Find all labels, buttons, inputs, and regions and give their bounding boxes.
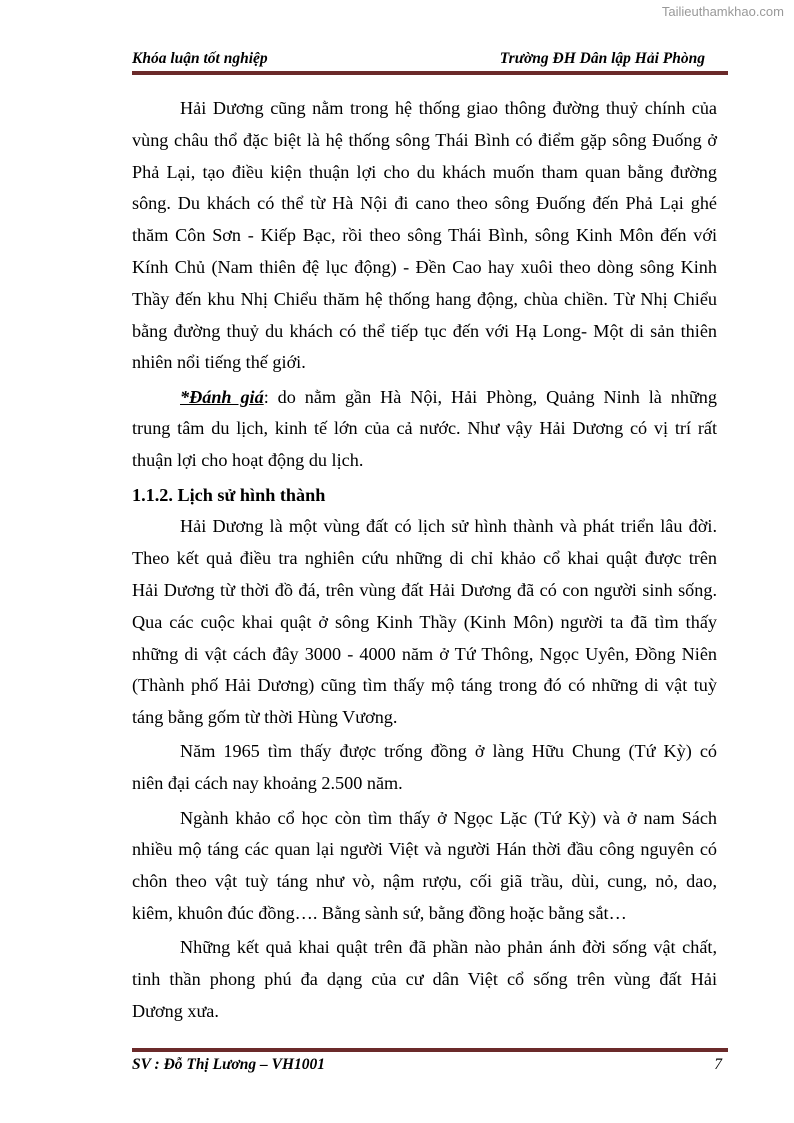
text-line: thuận lợi cho hoạt động du lịch. [132, 450, 364, 471]
page-number: 7 [714, 1056, 722, 1073]
text-line: (Thành phố Hải Dương) cũng tìm thấy mộ táng trong đó có những di vật tuỳ [132, 675, 717, 696]
page-footer [132, 1056, 722, 1074]
paragraph [132, 932, 717, 1027]
text-line: niên đại cách nay khoảng 2.500 năm. [132, 773, 403, 794]
text-line: Hải Dương từ thời đồ đá, trên vùng đất Hải Dương đã có con người sinh sống. [132, 579, 717, 600]
page-header [132, 50, 717, 68]
paragraph [132, 736, 717, 800]
text-line: chôn theo vật tuỳ táng như vò, nậm rượu, cối giã trầu, dùi, cung, nỏ, dao, [132, 871, 717, 892]
text-line: trung tâm du lịch, kinh tế lớn của cả nước. Như vậy Hải Dương có vị trí rất [132, 418, 717, 439]
text-line: kiêm, khuôn đúc đồng…. Bằng sành sứ, bằng đồng hoặc bằng sắt… [132, 902, 627, 923]
evaluation-label: *Đánh giá [180, 386, 264, 407]
paragraph-transport [132, 93, 717, 379]
paragraph-evaluation [132, 382, 717, 477]
text-line: Kính Chủ (Nam thiên đệ lục động) - Đền Cao hay xuôi theo dòng sông Kinh [132, 256, 717, 277]
header-rule [132, 71, 728, 75]
section-heading: 1.1.2. Lịch sử hình thành [132, 484, 326, 505]
header-left: Khóa luận tốt nghiệp [132, 50, 268, 67]
text-line: Qua các cuộc khai quật ở sông Kinh Thầy (Kinh Môn) người ta đã tìm thấy [132, 611, 717, 632]
text-line: thăm Côn Sơn - Kiếp Bạc, rồi theo sông Thái Bình, sông Kinh Môn đến với [132, 225, 717, 246]
text-line: táng bằng gốm từ thời Hùng Vương. [132, 707, 398, 728]
evaluation-text: : do nằm gần Hà Nội, Hải Phòng, Quảng Ninh là những [263, 386, 717, 407]
text-line [132, 382, 717, 414]
watermark: Tailieuthamkhao.com [661, 4, 784, 19]
text-line: Thầy đến khu Nhị Chiểu thăm hệ thống hang động, chùa chiền. Từ Nhị Chiểu [132, 288, 717, 309]
footer-rule [132, 1048, 728, 1052]
text-line: Ngành khảo cổ học còn tìm thấy ở Ngọc Lặc (Tứ Kỳ) và ở nam Sách [180, 807, 717, 828]
footer-author: SV : Đỗ Thị Lương – VH1001 [132, 1056, 326, 1073]
text-line: Hải Dương là một vùng đất có lịch sử hình thành và phát triển lâu đời. [180, 516, 717, 537]
text-line: sông. Du khách có thể từ Hà Nội đi cano theo sông Đuống đến Phả Lại ghé [132, 193, 717, 214]
document-body [132, 93, 717, 1030]
text-line: Năm 1965 tìm thấy được trống đồng ở làng Hữu Chung (Tứ Kỳ) có [180, 741, 717, 762]
header-right: Trường ĐH Dân lập Hải Phòng [499, 50, 705, 67]
paragraph [132, 511, 717, 734]
text-line: Những kết quả khai quật trên đã phần nào phản ánh đời sống vật chất, [180, 937, 717, 958]
text-line: Theo kết quả điều tra nghiên cứu những di chỉ khảo cổ khai quật được trên [132, 548, 717, 569]
text-line: Hải Dương cũng nằm trong hệ thống giao thông đường thuỷ chính của [180, 98, 717, 118]
text-line: vùng châu thổ đặc biệt là hệ thống sông Thái Bình có điểm gặp sông Đuống ở [132, 129, 717, 150]
text-line: Phả Lại, tạo điều kiện thuận lợi cho du khách muốn tham quan bằng đường [132, 161, 717, 182]
paragraph [132, 93, 717, 379]
text-line: tinh thần phong phú đa dạng của cư dân Việt cổ sống trên vùng đất Hải [132, 969, 717, 990]
paragraph [132, 803, 717, 930]
history-section [132, 511, 717, 1027]
text-line: bằng đường thuỷ du khách có thể tiếp tục đến với Hạ Long- Một di sản thiên [132, 320, 717, 341]
text-line: những di vật cách đây 3000 - 4000 năm ở Tứ Thông, Ngọc Uyên, Đồng Niên [132, 643, 717, 664]
text-line: Dương xưa. [132, 1000, 219, 1021]
text-line: nhiều mộ táng các quan lại người Việt và người Hán thời đầu công nguyên có [132, 839, 717, 860]
text-line: nhiên nổi tiếng thế giới. [132, 352, 306, 373]
